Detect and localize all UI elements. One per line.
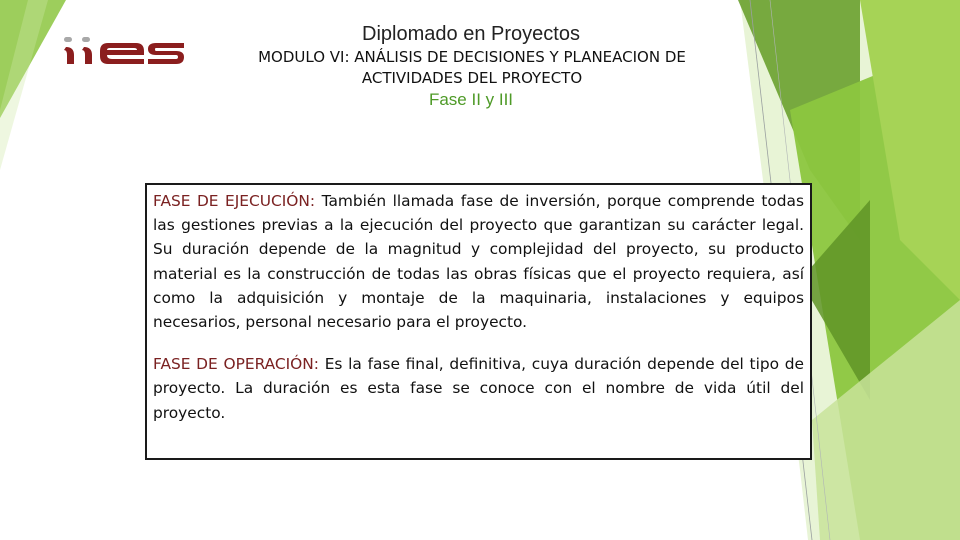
paragraph-label-operation: FASE DE OPERACIÓN: xyxy=(153,355,319,374)
slide-title: Diplomado en Proyectos xyxy=(362,23,580,45)
paragraph-execution xyxy=(153,189,804,334)
paragraph-label-execution: FASE DE EJECUCIÓN: xyxy=(153,192,316,210)
paragraph-text-execution: También llamada fase de inversión, porque comprende todas las gestiones previas a la ejecución del proyecto que garantizan su carácter legal. Su duración depende de la magnitud y complejidad del proyecto, su producto material es la construcción de todas las obras físicas que el proyecto requiera, así como la adquisición y montaje de la maquinaria, instalaciones y equipos necesarios, personal necesario para el proyecto. xyxy=(153,192,805,332)
logo-letter-e xyxy=(100,43,144,64)
phase-subtitle: Fase II y III xyxy=(428,90,514,109)
logo-dot-2 xyxy=(82,37,90,42)
logo-letter-s xyxy=(148,43,184,64)
logo-stem-1 xyxy=(64,47,74,64)
logo-stem-2 xyxy=(82,47,92,64)
ies-logo xyxy=(62,30,188,70)
paragraph-operation xyxy=(153,352,804,425)
slide-subtitle: MODULO VI: ANÁLISIS DE DECISIONES Y PLANEACION DE ACTIVIDADES DEL PROYECTO xyxy=(258,48,686,87)
content-box xyxy=(145,183,812,460)
logo-dot-1 xyxy=(64,37,72,42)
paragraph-text-operation: Es la fase final, definitiva, cuya duración depende del tipo de proyecto. La duración es esta fase se conoce con el nombre de vida útil del proyecto. xyxy=(153,355,804,422)
